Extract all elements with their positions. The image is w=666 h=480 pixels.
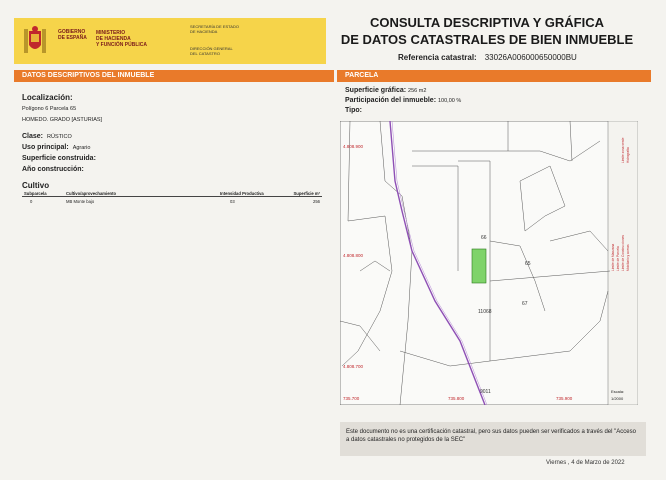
reference-row xyxy=(398,53,577,62)
participacion-value: 100,00 % xyxy=(437,98,462,104)
participacion-label: Participación del inmueble: xyxy=(345,97,437,104)
notice-text: Este documento no es una certificación catastral, pero sus datos pueden ser verificados a través del "Acceso a datos catastrales no protegidos de la SEC" xyxy=(346,429,636,443)
direccion-name: DIRECCIÓN GENERAL DEL CATASTRO xyxy=(190,46,233,56)
cultivo-table xyxy=(22,191,322,204)
descriptive-data-band: DATOS DESCRIPTIVOS DEL INMUEBLE xyxy=(14,70,334,82)
ref-label: Referencia catastral: xyxy=(398,53,477,62)
localizacion-line-1: Polígono 6 Parcela 65 xyxy=(22,106,77,112)
clase-label: Clase: xyxy=(22,133,44,140)
document-title xyxy=(340,14,634,48)
cultivo-title: Cultivo xyxy=(22,181,50,190)
coat-of-arms-icon xyxy=(22,25,48,57)
side-note-1: Límite de Manzana xyxy=(611,243,615,271)
participacion-row xyxy=(345,97,461,104)
y-label-1: 4.808.900 xyxy=(343,144,364,149)
superficie-label: Superficie construida: xyxy=(22,155,96,162)
ministry-name: MINISTERIO DE HACIENDA Y FUNCIÓN PÚBLICA xyxy=(96,30,148,48)
table-row xyxy=(22,197,322,205)
y-label-2: 4.808.800 xyxy=(343,253,364,258)
cell-cultivo: MB Monte bajo xyxy=(66,199,95,204)
secretaria-name: SECRETARÍA DE ESTADO DE HACIENDA xyxy=(190,24,239,34)
side-note-5: Límite zona verde xyxy=(621,137,625,163)
tipo-label: Tipo: xyxy=(345,107,362,114)
parcel-label-66: 66 xyxy=(481,235,487,241)
gov-name: GOBIERNO DE ESPAÑA xyxy=(58,29,87,41)
parcel-label-67: 67 xyxy=(522,301,528,307)
y-label-3: 4.808.700 xyxy=(343,364,364,369)
scale-value: 1/2000 xyxy=(611,396,624,401)
scale-label: Escala: xyxy=(611,389,625,394)
x-label-3: 735.900 xyxy=(556,396,573,401)
date-text: Viernes , 4 de Marzo de 2022 xyxy=(546,460,625,466)
parcela-band: PARCELA xyxy=(337,70,651,82)
anio-row xyxy=(22,166,84,173)
uso-value: Agrario xyxy=(72,145,91,151)
col-superficie: Superficie m² xyxy=(288,191,322,197)
ref-value: 33026A006000650000BU xyxy=(484,53,577,62)
uso-row xyxy=(22,144,90,151)
superficie-row xyxy=(22,155,96,162)
x-label-2: 735.800 xyxy=(448,396,465,401)
localizacion-line-2: HOMEDO. GRADO [ASTURIAS] xyxy=(22,117,103,123)
cell-superficie: 256 xyxy=(313,199,320,204)
tipo-row xyxy=(345,107,362,114)
highlighted-parcel xyxy=(472,249,486,283)
clase-row xyxy=(22,133,72,140)
uso-label: Uso principal: xyxy=(22,144,69,151)
sup-grafica-value: 256 m2 xyxy=(408,88,427,94)
localizacion-label: Localización: xyxy=(22,93,73,102)
sup-grafica-row xyxy=(345,87,426,94)
col-intensidad: Intensidad Productiva xyxy=(218,191,288,197)
x-label-1: 735.700 xyxy=(343,396,360,401)
clase-value: RÚSTICO xyxy=(47,134,72,140)
anio-label: Año construcción: xyxy=(22,166,84,173)
cell-subparcela: 0 xyxy=(30,199,33,204)
cell-intensidad: 03 xyxy=(230,199,235,204)
parcel-label-9011: 9011 xyxy=(480,389,491,395)
side-note-3: Límite de Construcciones xyxy=(621,235,625,271)
title-line-1: CONSULTA DESCRIPTIVA Y GRÁFICA xyxy=(369,15,604,30)
parcel-label-11068: 11068 xyxy=(478,309,492,315)
col-cultivo: Cultivo/aprovechamiento xyxy=(64,191,218,197)
side-note-4: Mobiliario y aceras xyxy=(626,244,630,271)
title-line-2: DE DATOS CATASTRALES DE BIEN INMUEBLE xyxy=(340,32,634,47)
side-note-6: Hidrografía xyxy=(626,147,630,163)
parcel-label-65: 65 xyxy=(525,261,531,267)
sup-grafica-label: Superficie gráfica: xyxy=(345,87,407,94)
cadastral-map xyxy=(340,121,638,405)
side-note-2: Límite de Parcela xyxy=(616,246,620,271)
col-subparcela: Subparcela xyxy=(22,191,64,197)
